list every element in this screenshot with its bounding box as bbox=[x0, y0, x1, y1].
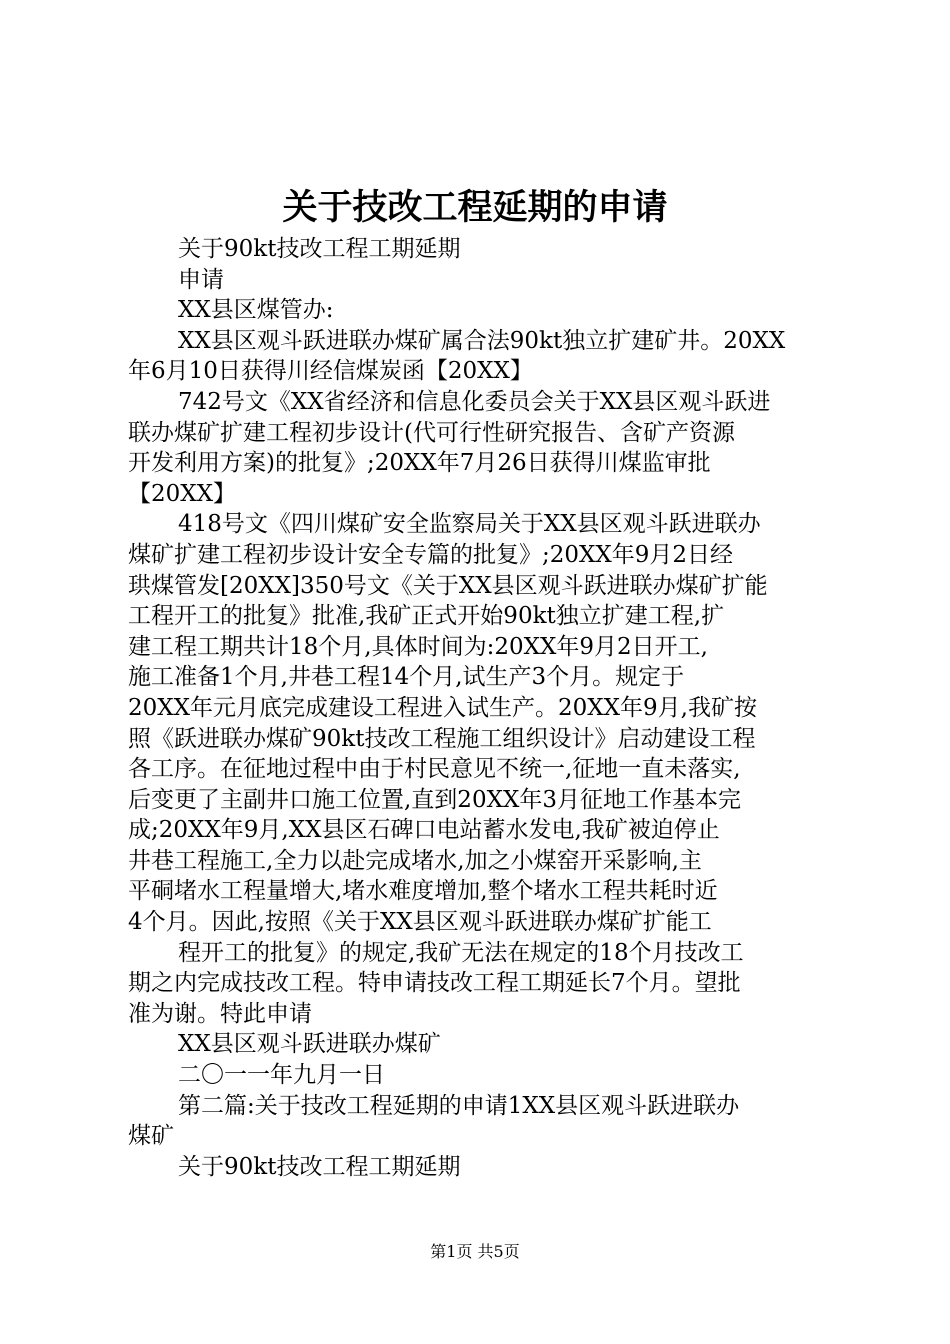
text-line: 工程开工的批复》批准,我矿正式开始90kt独立扩建工程,扩 bbox=[128, 603, 725, 630]
text-line: 平硐堵水工程量增大,堵水难度增加,整个堵水工程共耗时近 bbox=[128, 878, 718, 905]
text-line: 4个月。因此,按照《关于XX县区观斗跃进联办煤矿扩能工 bbox=[128, 909, 712, 936]
text-line: 后变更了主副井口施工位置,直到20XX年3月征地工作基本完 bbox=[128, 786, 741, 813]
text-line: 年6月10日获得川经信煤炭函【20XX】 bbox=[128, 358, 533, 385]
text-line: 二〇一一年九月一日 bbox=[178, 1062, 385, 1089]
text-line: XX县区观斗跃进联办煤矿 bbox=[178, 1031, 441, 1058]
text-line: 准为谢。特此申请 bbox=[128, 1000, 312, 1027]
text-line: 各工序。在征地过程中由于村民意见不统一,征地一直未落实, bbox=[128, 756, 741, 783]
text-line: 申请 bbox=[178, 266, 224, 293]
text-line: 742号文《XX省经济和信息化委员会关于XX县区观斗跃进 bbox=[178, 388, 771, 415]
text-line: 程开工的批复》的规定,我矿无法在规定的18个月技改工 bbox=[178, 939, 744, 966]
text-line: 第二篇:关于技改工程延期的申请1XX县区观斗跃进联办 bbox=[178, 1092, 740, 1119]
text-line: 建工程工期共计18个月,具体时间为:20XX年9月2日开工, bbox=[128, 633, 708, 660]
text-line: 20XX年元月底完成建设工程进入试生产。20XX年9月,我矿按 bbox=[128, 694, 757, 721]
text-line: 开发利用方案)的批复》;20XX年7月26日获得川煤监审批 bbox=[128, 450, 711, 477]
text-line: 418号文《四川煤矿安全监察局关于XX县区观斗跃进联办 bbox=[178, 511, 761, 538]
text-line: 关于90kt技改工程工期延期 bbox=[178, 236, 461, 262]
text-line: 关于90kt技改工程工期延期 bbox=[178, 1153, 461, 1180]
text-line: 照《跃进联办煤矿90kt技改工程施工组织设计》启动建设工程 bbox=[128, 725, 756, 752]
text-line: 井巷工程施工,全力以赴完成堵水,加之小煤窑开采影响,主 bbox=[128, 847, 702, 874]
page-footer: 第1页 共5页 bbox=[430, 1242, 520, 1261]
text-line: XX县区煤管办: bbox=[178, 297, 334, 324]
text-line: 【20XX】 bbox=[128, 480, 237, 507]
page-title: 关于技改工程延期的申请 bbox=[282, 187, 668, 228]
text-line: 期之内完成技改工程。特申请技改工程工期延长7个月。望批 bbox=[128, 970, 741, 997]
text-line: 珙煤管发[20XX]350号文《关于XX县区观斗跃进联办煤矿扩能 bbox=[128, 572, 768, 599]
text-line: 成;20XX年9月,XX县区石碑口电站蓄水发电,我矿被迫停止 bbox=[128, 817, 720, 844]
text-line: XX县区观斗跃进联办煤矿属合法90kt独立扩建矿井。20XX bbox=[178, 327, 786, 354]
text-line: 联办煤矿扩建工程初步设计(代可行性研究报告、含矿产资源 bbox=[128, 419, 735, 446]
body-text bbox=[128, 234, 828, 1182]
text-line: 煤矿 bbox=[128, 1123, 174, 1150]
text-line: 施工准备1个月,井巷工程14个月,试生产3个月。规定于 bbox=[128, 664, 685, 691]
text-line: 煤矿扩建工程初步设计安全专篇的批复》;20XX年9月2日经 bbox=[128, 541, 734, 568]
